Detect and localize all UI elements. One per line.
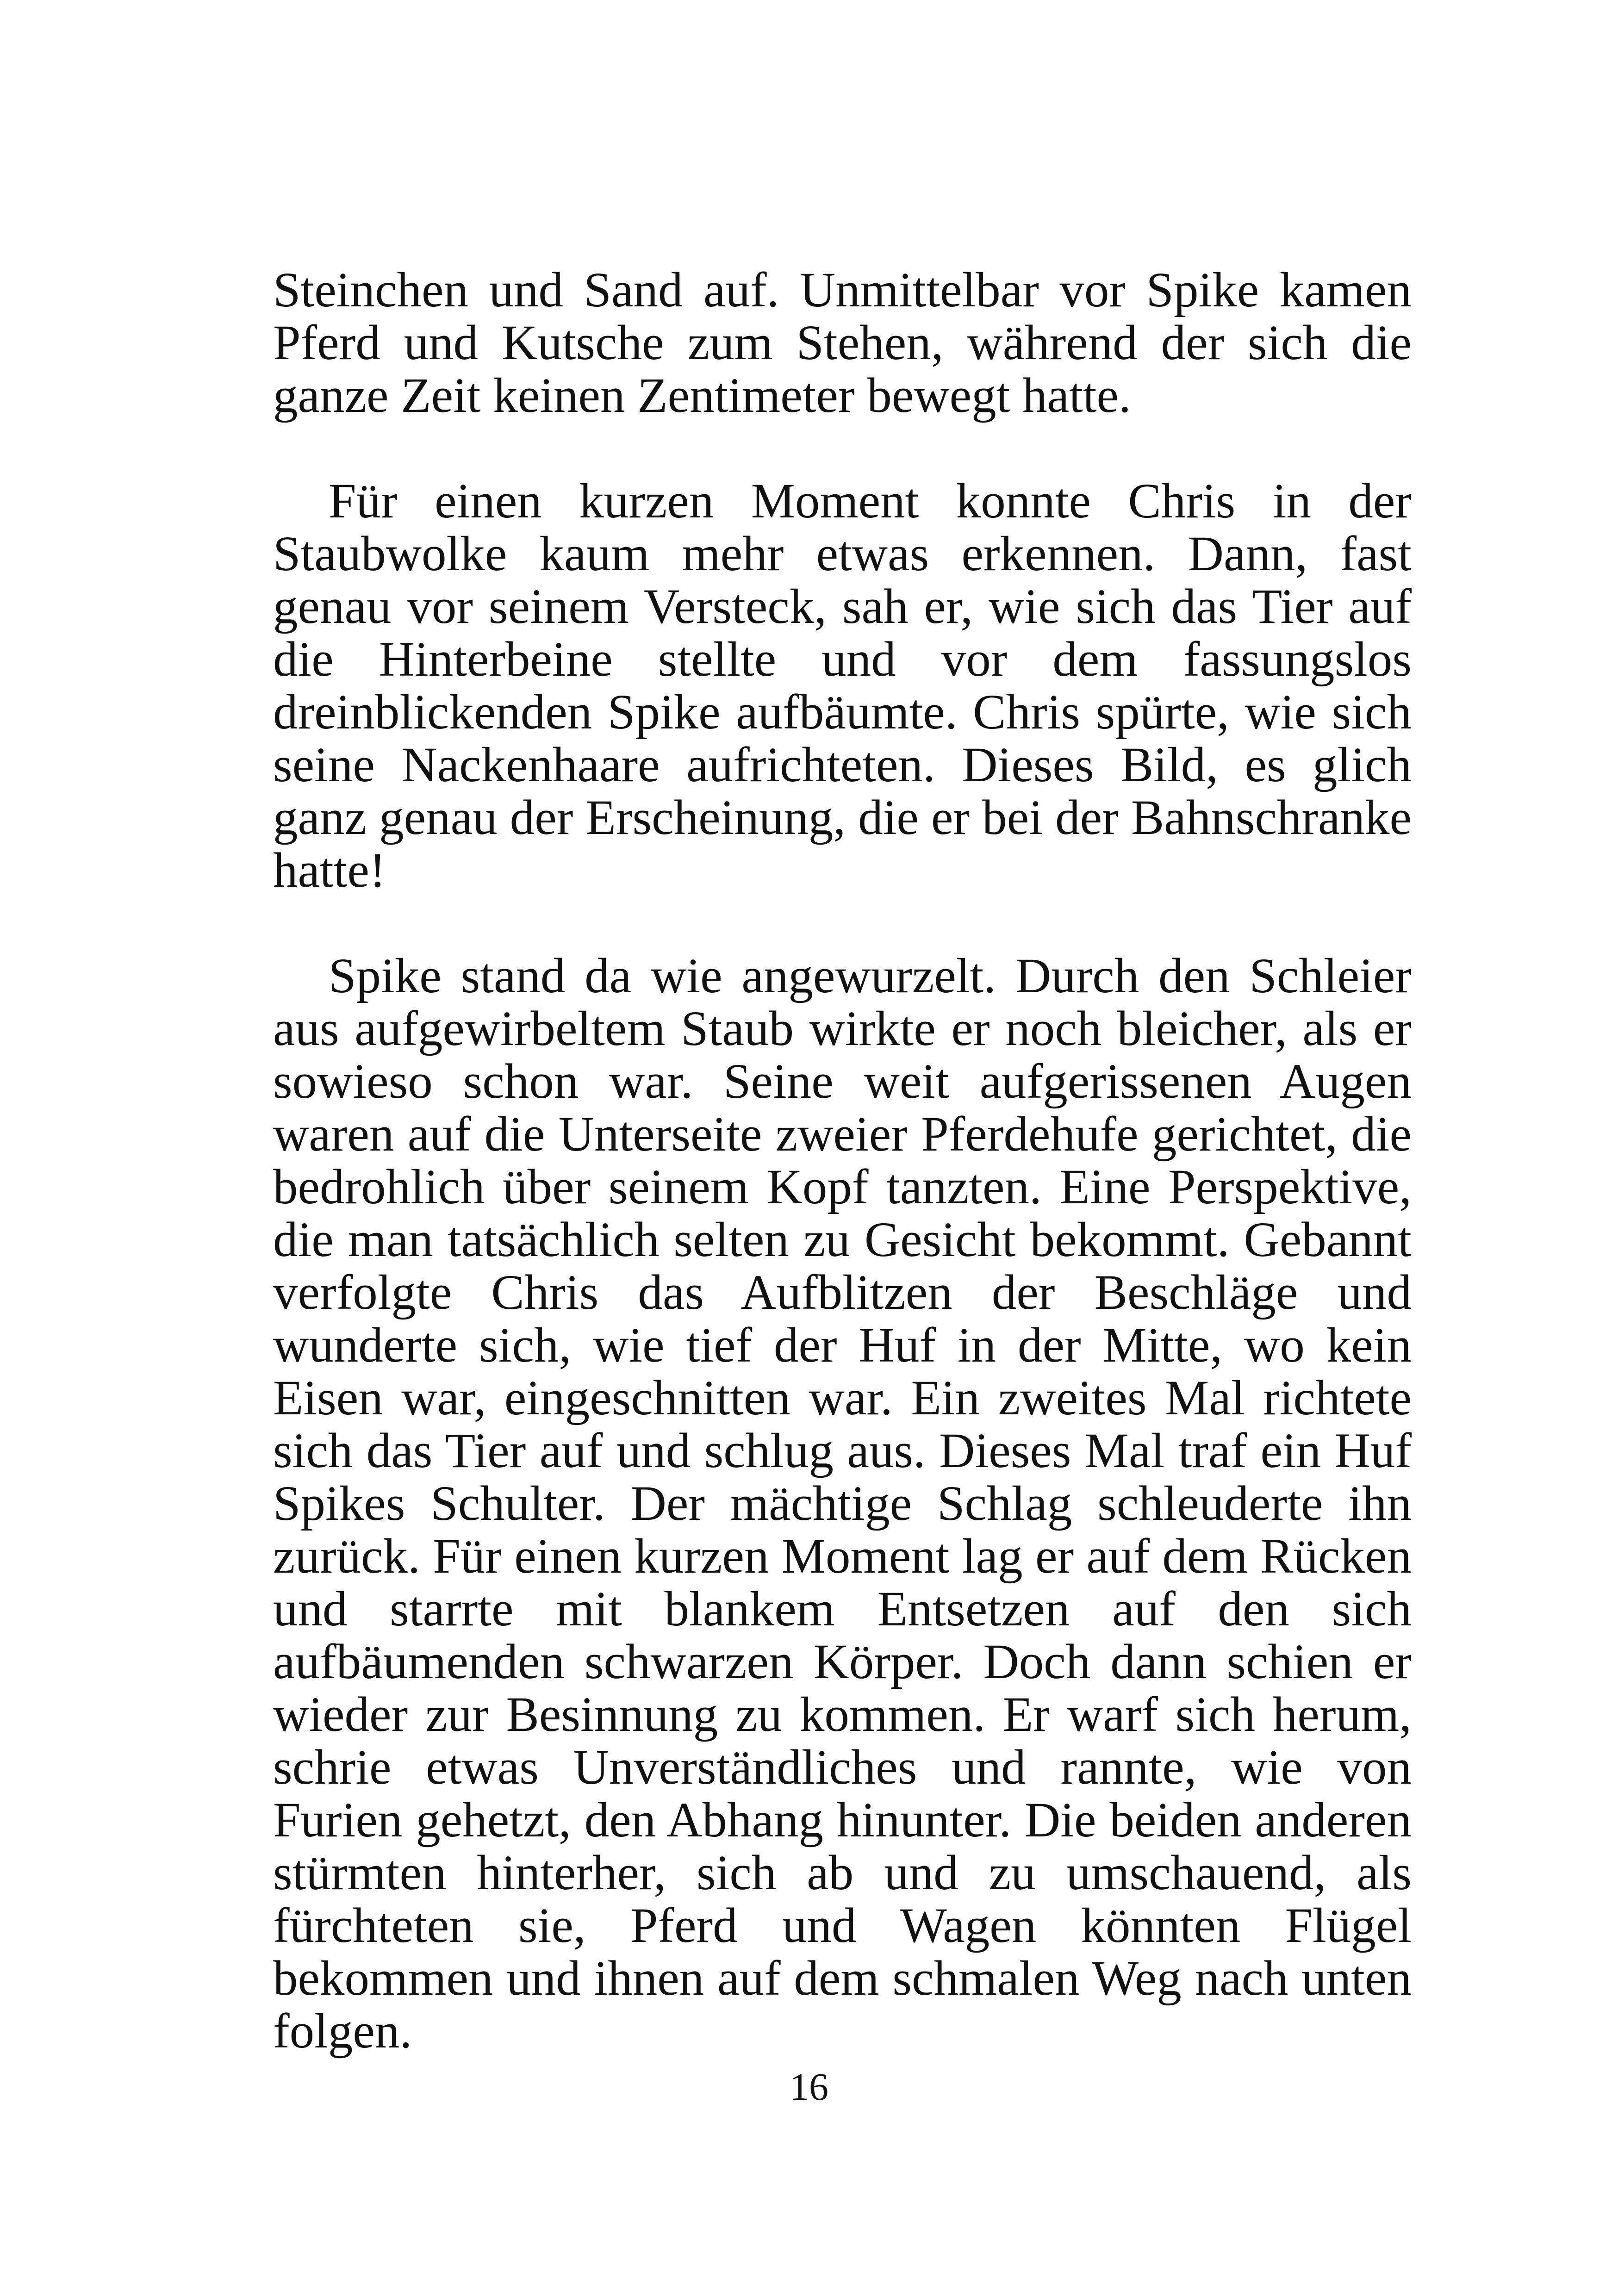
paragraph-2: Für einen kurzen Moment konnte Chris in der Staubwolke kaum mehr etwas erkennen. Dann, fast genau vor seinem Versteck, sah er, wie sich das Tier auf die Hinterbeine stellte und vor dem fassungslos dreinblickenden Spike aufbäumte. Chris spürte, wie sich seine Nackenhaare aufrichteten. Dieses Bild, es glich ganz genau der Erscheinung, die er bei der Bahnschranke hatte! [273,474,1412,898]
body-text [273,264,1412,2058]
paragraph-1: Steinchen und Sand auf. Unmittelbar vor Spike kamen Pferd und Kutsche zum Stehen, während der sich die ganze Zeit keinen Zentimeter bewegt hatte. [273,263,1412,423]
paragraph-3: Spike stand da wie angewurzelt. Durch den Schleier aus aufgewirbeltem Staub wirkte er noch bleicher, als er sowieso schon war. Seine weit aufgerissenen Augen waren auf die Unterseite zweier Pferdehufe gerichtet, die bedrohlich über seinem Kopf tanzten. Eine Perspektive, die man tatsächlich selten zu Gesicht bekommt. Gebannt verfolgte Chris das Aufblitzen der Beschläge und wunderte sich, wie tief der Huf in der Mitte, wo kein Eisen war, eingeschnitten war. Ein zweites Mal richtete sich das Tier auf und schlug aus. Dieses Mal traf ein Huf Spikes Schulter. Der mächtige Schlag schleuderte ihn zurück. Für einen kurzen Moment lag er auf dem Rücken und starrte mit blankem Entsetzen auf den sich aufbäumenden schwarzen Körper. Doch dann schien er wieder zur Besinnung zu kommen. Er warf sich herum, schrie etwas Unverständliches und rannte, wie von Furien gehetzt, den Abhang hinunter. Die beiden anderen stürmten hinterher, sich ab und zu umschauend, als fürchteten sie, Pferd und Wagen könnten Flügel bekommen und ihnen auf dem schmalen Weg nach unten folgen. [273,949,1412,2059]
page-number: 16 [790,2066,828,2109]
